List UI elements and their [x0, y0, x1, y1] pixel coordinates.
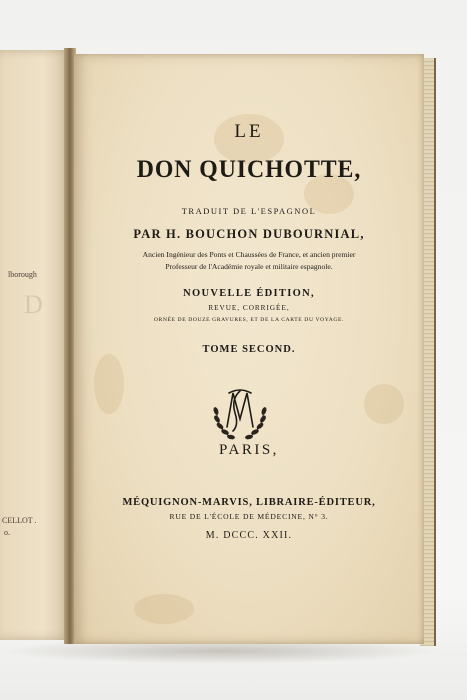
publisher-address: RUE DE L'ÉCOLE DE MÉDECINE, N° 3.: [169, 512, 329, 521]
left-facing-page: [0, 50, 72, 640]
monogram-wreath-icon: [205, 379, 275, 449]
translator-name: PAR H. BOUCHON DUBOURNIAL,: [133, 227, 365, 241]
revision-note: REVUE, CORRIGÉE,: [208, 304, 290, 312]
translator-credentials-line-1: Ancien Ingénieur des Ponts et Chaussées de France, et ancien premier: [142, 250, 356, 259]
foxing-spot: [134, 594, 194, 624]
title-article: LE: [234, 121, 264, 142]
translation-note: TRADUIT DE L'ESPAGNOL: [181, 206, 317, 216]
title-page: [74, 54, 424, 644]
publication-year: M. DCCC. XXII.: [205, 530, 293, 541]
publisher-name: MÉQUIGNON-MARVIS, LIBRAIRE-ÉDITEUR,: [122, 497, 376, 508]
left-page-bleed-through: D: [24, 290, 45, 319]
translator-credentials-line-2: Professeur de l'Académie royale et militaire espagnole.: [165, 262, 333, 271]
volume-label: TOME SECOND.: [202, 344, 296, 355]
book-title: DON QUICHOTTE,: [136, 156, 362, 183]
left-page-text-fragment: lborough: [8, 270, 37, 279]
left-page-text-fragment: o.: [4, 528, 10, 537]
ornaments-note: ORNÉE DE DOUZE GRAVURES, ET DE LA CARTE DU VOYAGE.: [153, 317, 345, 323]
edition-label: NOUVELLE ÉDITION,: [183, 288, 315, 299]
imprint-city: PARIS,: [219, 442, 279, 458]
foxing-spot: [94, 354, 124, 414]
left-page-text-fragment: CELLOT .: [2, 516, 37, 525]
foxing-spot: [364, 384, 404, 424]
